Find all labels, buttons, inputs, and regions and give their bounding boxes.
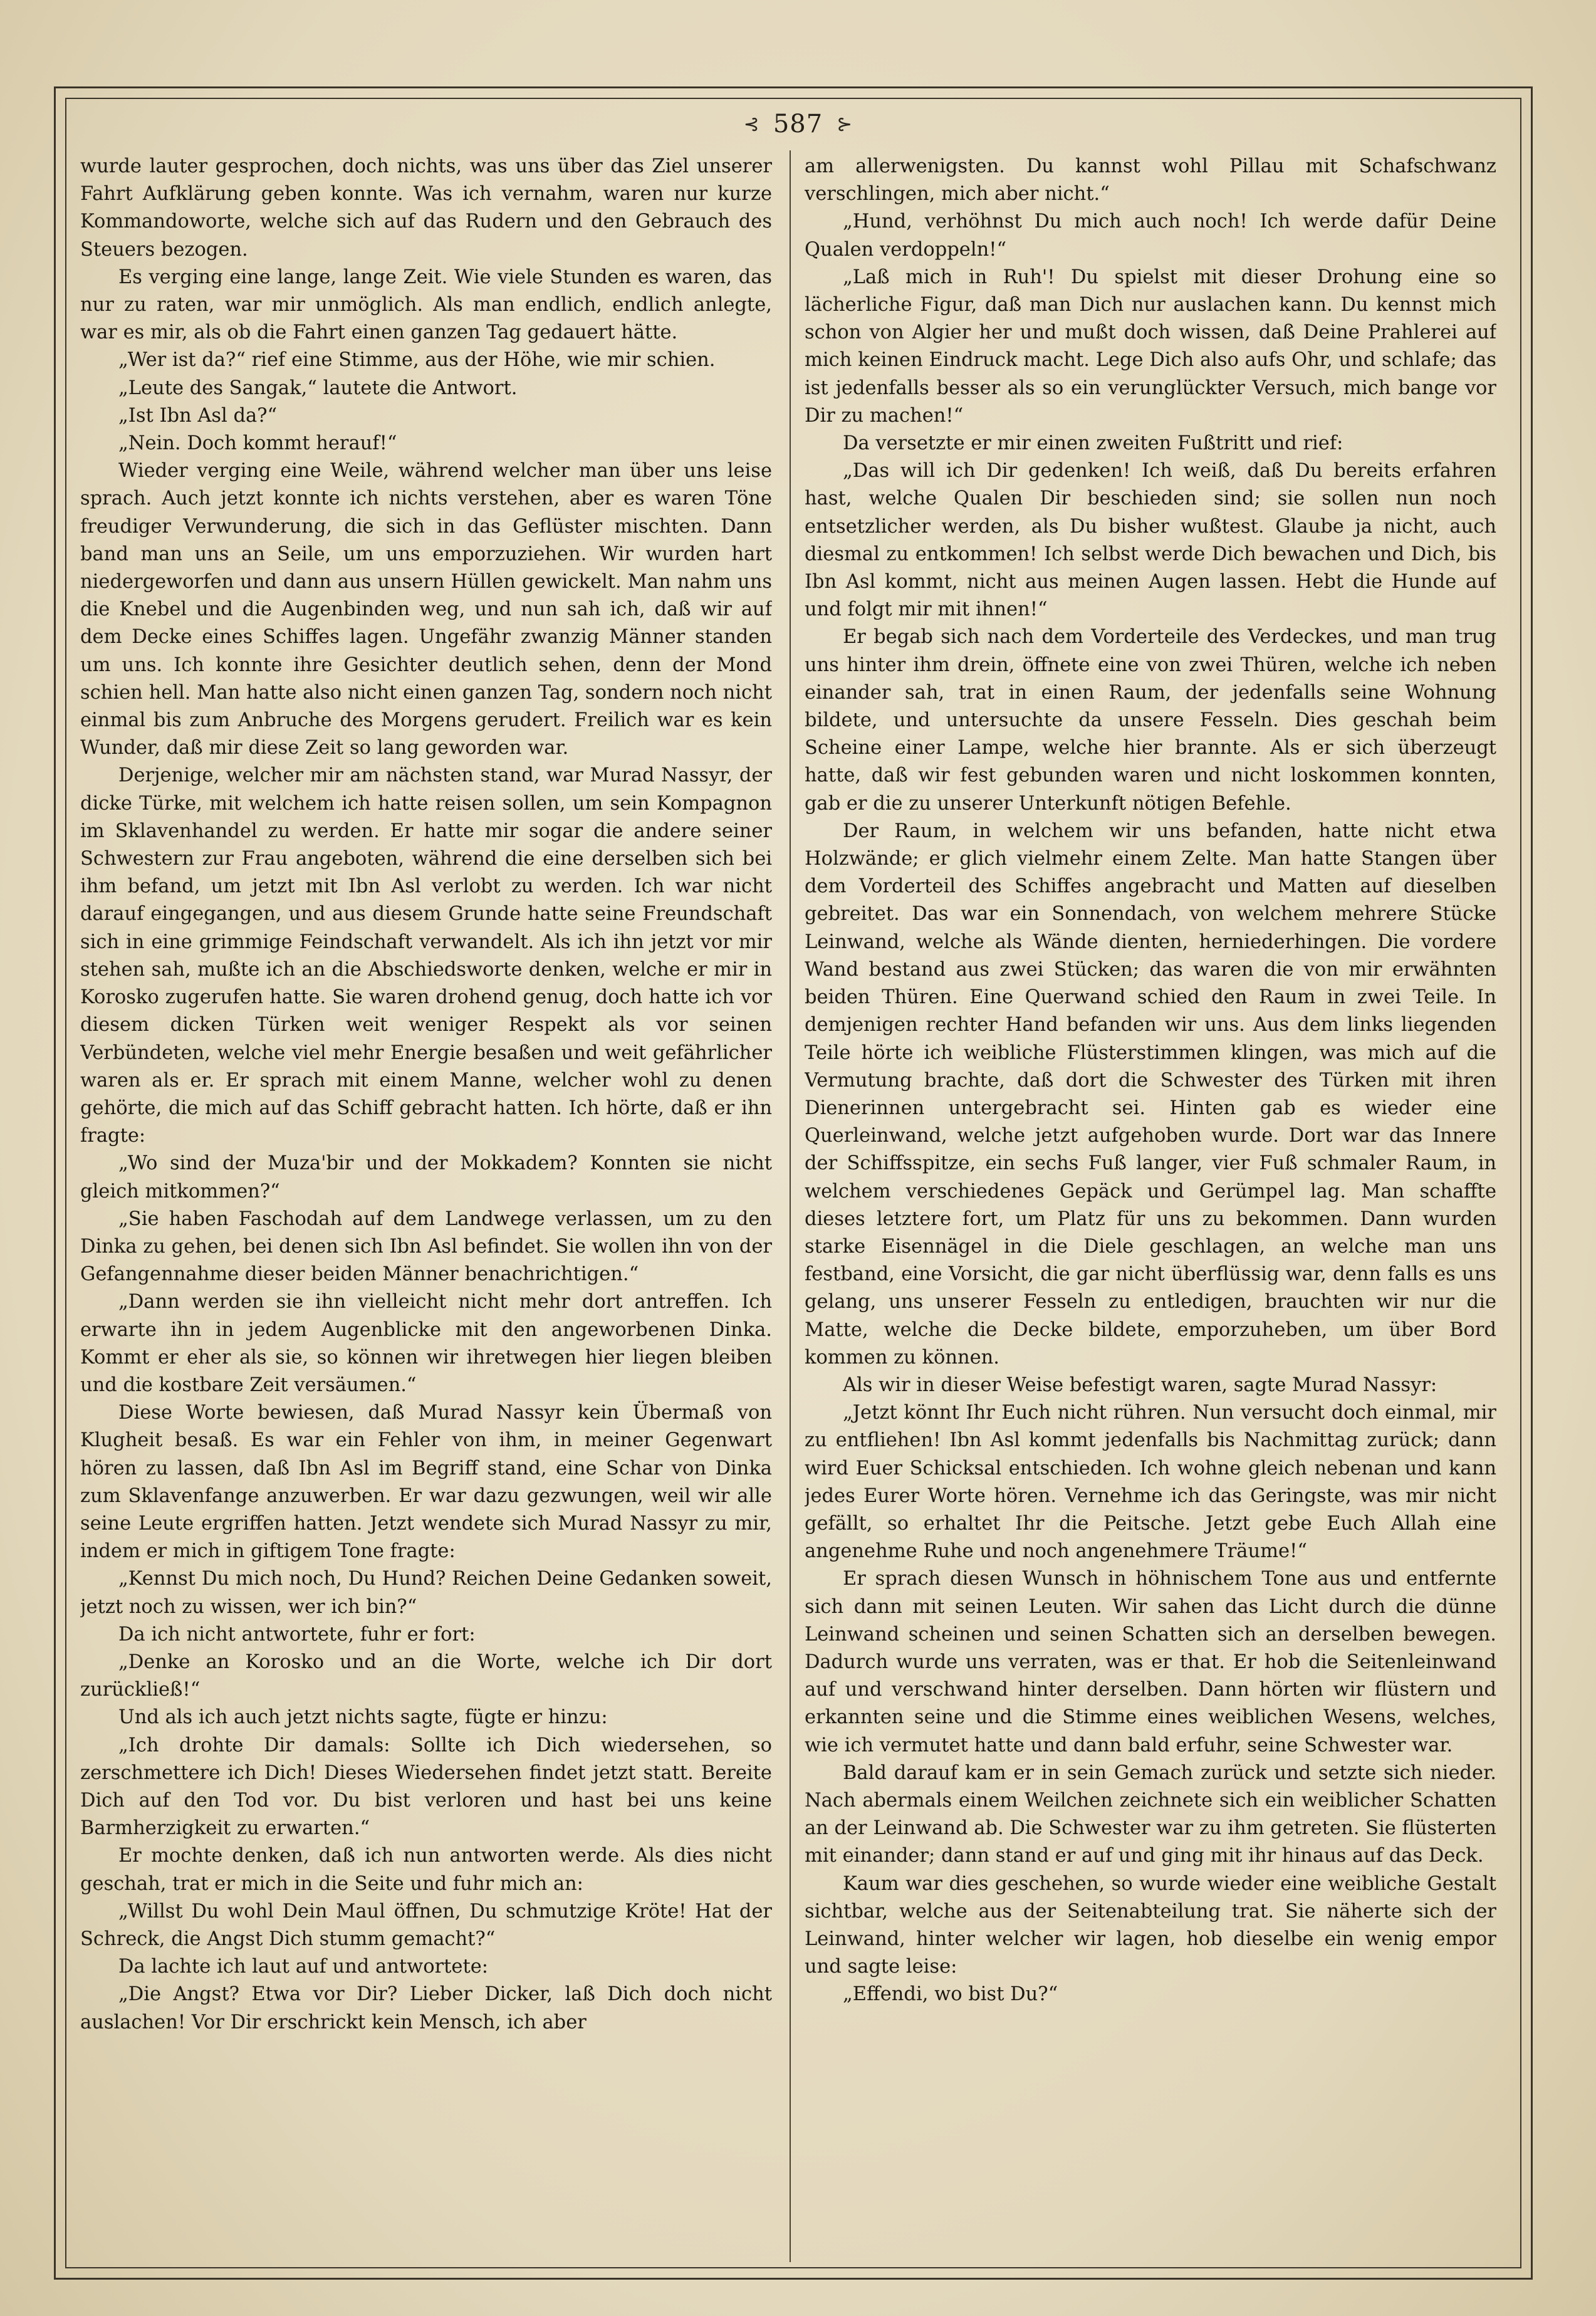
paragraph: „Nein. Doch kommt herauf!“ bbox=[118, 432, 397, 455]
paragraph: Derjenige, welcher mir am nächsten stand, war Murad Nassyr, der dicke Türke, mit welchem ich hatte reisen sollen, um sein Kompagnon im Sklavenhandel zu werden. Er hatte mir sogar die andere seiner Schwestern zur Frau angeboten, während die eine derselben sich bei ihm befand, um jetzt mit Ibn Asl verlobt zu werden. Ich war nicht darauf eingegangen, und aus diesem Grunde hatte seine Freundschaft sich in eine grimmige Feindschaft verwandelt. Als ich ihn jetzt vor mir stehen sah, mußte ich an die Abschiedsworte denken, welche er mir in Korosko zugerufen hatte. Sie waren drohend genug, doch hatte ich vor diesem dicken Türken weit weniger Respekt als vor seinen Verbündeten, welche viel mehr Energie besaßen und weit gefährlicher waren als er. Er sprach mit einem Manne, welcher wohl zu denen gehörte, die mich auf das Schiff gebracht hatten. Ich hörte, daß er ihn fragte: bbox=[80, 764, 772, 1147]
paragraph: Es verging eine lange, lange Zeit. Wie viele Stunden es waren, das nur zu raten, war mir unmöglich. Als man endlich, endlich anlegte, war es mir, als ob die Fahrt einen ganzen Tag gedauert hätte. bbox=[80, 266, 772, 344]
paragraph: „Wo sind der Muza'bir und der Mokkadem? Konnten sie nicht gleich mitkommen?“ bbox=[80, 1152, 772, 1202]
paragraph: „Kennst Du mich noch, Du Hund? Reichen Deine Gedanken soweit, jetzt noch zu wissen, wer ich bin?“ bbox=[80, 1568, 772, 1618]
paragraph: „Ist Ibn Asl da?“ bbox=[118, 404, 278, 427]
paragraph: „Die Angst? Etwa vor Dir? Lieber Dicker, laß Dich doch nicht auslachen! Vor Dir erschrickt kein Mensch, ich aber bbox=[80, 1983, 772, 2033]
paragraph: wurde lauter gesprochen, doch nichts, was uns über das Ziel unserer Fahrt Aufklärung geben konnte. Was ich vernahm, waren nur kurze Kommandoworte, welche sich auf das Rudern und den Gebrauch des Steuers bezogen. bbox=[80, 155, 772, 261]
paragraph: „Dann werden sie ihn vielleicht nicht mehr dort antreffen. Ich erwarte ihn in jedem Augenblicke mit den angeworbenen Dinka. Kommt er eher als sie, so können wir ihretwegen hier liegen bleiben und die kostbare Zeit versäumen.“ bbox=[80, 1291, 772, 1396]
paragraph: Als wir in dieser Weise befestigt waren, sagte Murad Nassyr: bbox=[843, 1374, 1437, 1396]
paragraph: „Das will ich Dir gedenken! Ich weiß, daß Du bereits erfahren hast, welche Qualen Dir beschieden sind; sie sollen nun noch entsetzlicher werden, als Du bisher wußtest. Glaube ja nicht, auch diesmal zu entkommen! Ich selbst werde Dich bewachen und Dich, bis Ibn Asl kommt, nicht aus meinen Augen lassen. Hebt die Hunde auf und folgt mir mit ihnen!“ bbox=[805, 460, 1496, 621]
paragraph: Und als ich auch jetzt nichts sagte, fügte er hinzu: bbox=[118, 1706, 608, 1729]
paragraph: „Leute des Sangak,“ lautete die Antwort. bbox=[118, 377, 518, 399]
paragraph: Er begab sich nach dem Vorderteile des Verdeckes, und man trug uns hinter ihm drein, öffnete eine von zwei Thüren, welche ich neben einander sah, trat in einen Raum, der jedenfalls seine Wohnung bildete, und untersuchte da unsere Fesseln. Dies geschah beim Scheine einer Lampe, welche hier brannte. Als er sich überzeugt hatte, daß wir fest gebunden waren und nicht loskommen konnten, gab er die zu unserer Unterkunft nötigen Befehle. bbox=[805, 626, 1496, 815]
paragraph: „Wer ist da?“ rief eine Stimme, aus der Höhe, wie mir schien. bbox=[118, 349, 716, 372]
paragraph: Bald darauf kam er in sein Gemach zurück und setzte sich nieder. Nach abermals einem Weilchen zeichnete sich ein weiblicher Schatten an der Leinwand ab. Die Schwester war zu ihm getreten. Sie flüsterten mit einander; dann stand er auf und ging mit ihr hinaus auf das Deck. bbox=[805, 1761, 1496, 1867]
paragraph: „Denke an Korosko und an die Worte, welche ich Dir dort zurückließ!“ bbox=[80, 1651, 772, 1701]
page-header bbox=[0, 105, 1596, 143]
paragraph: „Jetzt könnt Ihr Euch nicht rühren. Nun versucht doch einmal, mir zu entfliehen! Ibn Asl kommt jedenfalls bis Nachmittag zurück; dann wird Euer Schicksal entschieden. Ich wohne gleich nebenan und kann jedes Eurer Worte hören. Vernehme ich das Geringste, was mir nicht gefällt, so erhaltet Ihr die Peitsche. Jetzt gebe Euch Allah eine angenehme Ruhe und noch angenehmere Träume!“ bbox=[805, 1402, 1496, 1563]
paragraph: Wieder verging eine Weile, während welcher man über uns leise sprach. Auch jetzt konnte ich nichts verstehen, aber es waren Töne freudiger Verwunderung, die sich in das Geflüster mischten. Dann band man uns an Seile, um uns emporzuziehen. Wir wurden hart niedergeworfen und dann aus unsern Hüllen gewickelt. Man nahm uns die Knebel und die Augenbinden weg, und nun sah ich, daß wir auf dem Decke eines Schiffes lagen. Ungefähr zwanzig Männer standen um uns. Ich konnte ihre Gesichter deutlich sehen, denn der Mond schien hell. Man hatte also nicht einen ganzen Tag, sondern noch nicht einmal bis zum Anbruche des Morgens gerudert. Freilich war es kein Wunder, daß mir diese Zeit so lang geworden war. bbox=[80, 460, 772, 759]
paragraph: Der Raum, in welchem wir uns befanden, hatte nicht etwa Holzwände; er glich vielmehr einem Zelte. Man hatte Stangen über dem Vorderteil des Schiffes angebracht und Matten auf dieselben gebreitet. Das war ein Sonnendach, von welchem mehrere Stücke Leinwand, welche als Wände dienten, herniederhingen. Die vordere Wand bestand aus zwei Stücken; das waren die von mir erwähnten beiden Thüren. Eine Querwand schied den Raum in zwei Teile. In demjenigen rechter Hand befanden wir uns. Aus dem links liegenden Teile hörte ich weibliche Flüsterstimmen klingen, was mich auf die Vermutung brachte, daß dort die Schwester des Türken mit ihren Dienerinnen untergebracht sei. Hinten gab es wieder eine Querleinwand, welche jetzt aufgehoben wurde. Dort war das Innere der Schiffsspitze, ein sechs Fuß langer, vier Fuß schmaler Raum, in welchem verschiedenes Gepäck und Gerümpel lag. Man schaffte dieses letztere fort, um Platz für uns zu bekommen. Dann wurden starke Eisennägel in die Diele geschlagen, an welche man uns festband, eine Vorsicht, die gar nicht überflüssig war, denn falls es uns gelang, uns unserer Fesseln zu entledigen, brauchten wir nur die Matte, welche die Decke bildete, emporzuheben, um über Bord kommen zu können. bbox=[805, 820, 1496, 1369]
page-number: 587 bbox=[773, 110, 823, 138]
scroll-ornament-left-icon: ⊰ bbox=[743, 113, 759, 135]
paragraph: „Ich drohte Dir damals: Sollte ich Dich wiedersehen, so zerschmettere ich Dich! Dieses Wiedersehen findet jetzt statt. Bereite Dich auf den Tod vor. Du bist verloren und hast bei uns keine Barmherzigkeit zu erwarten.“ bbox=[80, 1734, 772, 1840]
paragraph: „Effendi, wo bist Du?“ bbox=[843, 1983, 1058, 2006]
paragraph: Da ich nicht antwortete, fuhr er fort: bbox=[118, 1623, 476, 1646]
paragraph: „Hund, verhöhnst Du mich auch noch! Ich werde dafür Deine Qualen verdoppeln!“ bbox=[805, 211, 1496, 261]
scroll-ornament-right-icon: ⊱ bbox=[837, 113, 853, 135]
paragraph: „Sie haben Faschodah auf dem Landwege verlassen, um zu den Dinka zu gehen, bei denen sich Ibn Asl befindet. Sie wollen ihn von der Gefangennahme dieser beiden Männer benachrichtigen.“ bbox=[80, 1208, 772, 1286]
paragraph: Er mochte denken, daß ich nun antworten werde. Als dies nicht geschah, trat er mich in die Seite und fuhr mich an: bbox=[80, 1845, 772, 1895]
column-divider bbox=[790, 150, 791, 2262]
paragraph: „Willst Du wohl Dein Maul öffnen, Du schmutzige Kröte! Hat der Schreck, die Angst Dich stumm gemacht?“ bbox=[80, 1900, 772, 1950]
paragraph: am allerwenigsten. Du kannst wohl Pillau mit Schafschwanz verschlingen, mich aber nicht.“ bbox=[805, 155, 1496, 206]
paragraph: „Laß mich in Ruh'! Du spielst mit dieser Drohung eine so lächerliche Figur, daß man Dich nur auslachen kann. Du kennst mich schon von Algier her und mußt doch wissen, daß Deine Prahlerei auf mich keinen Eindruck macht. Lege Dich also aufs Ohr, und schlafe; das ist jedenfalls besser als so ein verunglückter Versuch, mich bange vor Dir zu machen!“ bbox=[805, 266, 1496, 427]
left-text-column bbox=[80, 153, 772, 2265]
paragraph: Da lachte ich laut auf und antwortete: bbox=[118, 1956, 489, 1978]
paragraph: Diese Worte bewiesen, daß Murad Nassyr kein Übermaß von Klugheit besaß. Es war ein Fehler von ihm, in meiner Gegenwart hören zu lassen, daß Ibn Asl im Begriff stand, eine Schar von Dinka zum Sklavenfange anzuwerben. Er war dazu gezwungen, weil wir alle seine Leute ergriffen hatten. Jetzt wendete sich Murad Nassyr zu mir, indem er mich in giftigem Tone fragte: bbox=[80, 1402, 772, 1563]
paragraph: Er sprach diesen Wunsch in höhnischem Tone aus und entfernte sich dann mit seinen Leuten. Wir sahen das Licht durch die dünne Leinwand scheinen und seinen Schatten sich an derselben bewegen. Dadurch wurde uns verraten, was er that. Er hob die Seitenleinwand auf und verschwand hinter derselben. Dann hörten wir flüstern und erkannten seine und die Stimme eines weiblichen Wesens, welches, wie ich vermutet hatte und dann bald erfuhr, seine Schwester war. bbox=[805, 1568, 1496, 1756]
paragraph: Da versetzte er mir einen zweiten Fußtritt und rief: bbox=[843, 432, 1343, 455]
paragraph: Kaum war dies geschehen, so wurde wieder eine weibliche Gestalt sichtbar, welche aus der Seitenabteilung trat. Sie näherte sich der Leinwand, hinter welcher wir lagen, hob dieselbe ein wenig empor und sagte leise: bbox=[805, 1872, 1496, 1978]
right-text-column bbox=[805, 153, 1496, 2265]
